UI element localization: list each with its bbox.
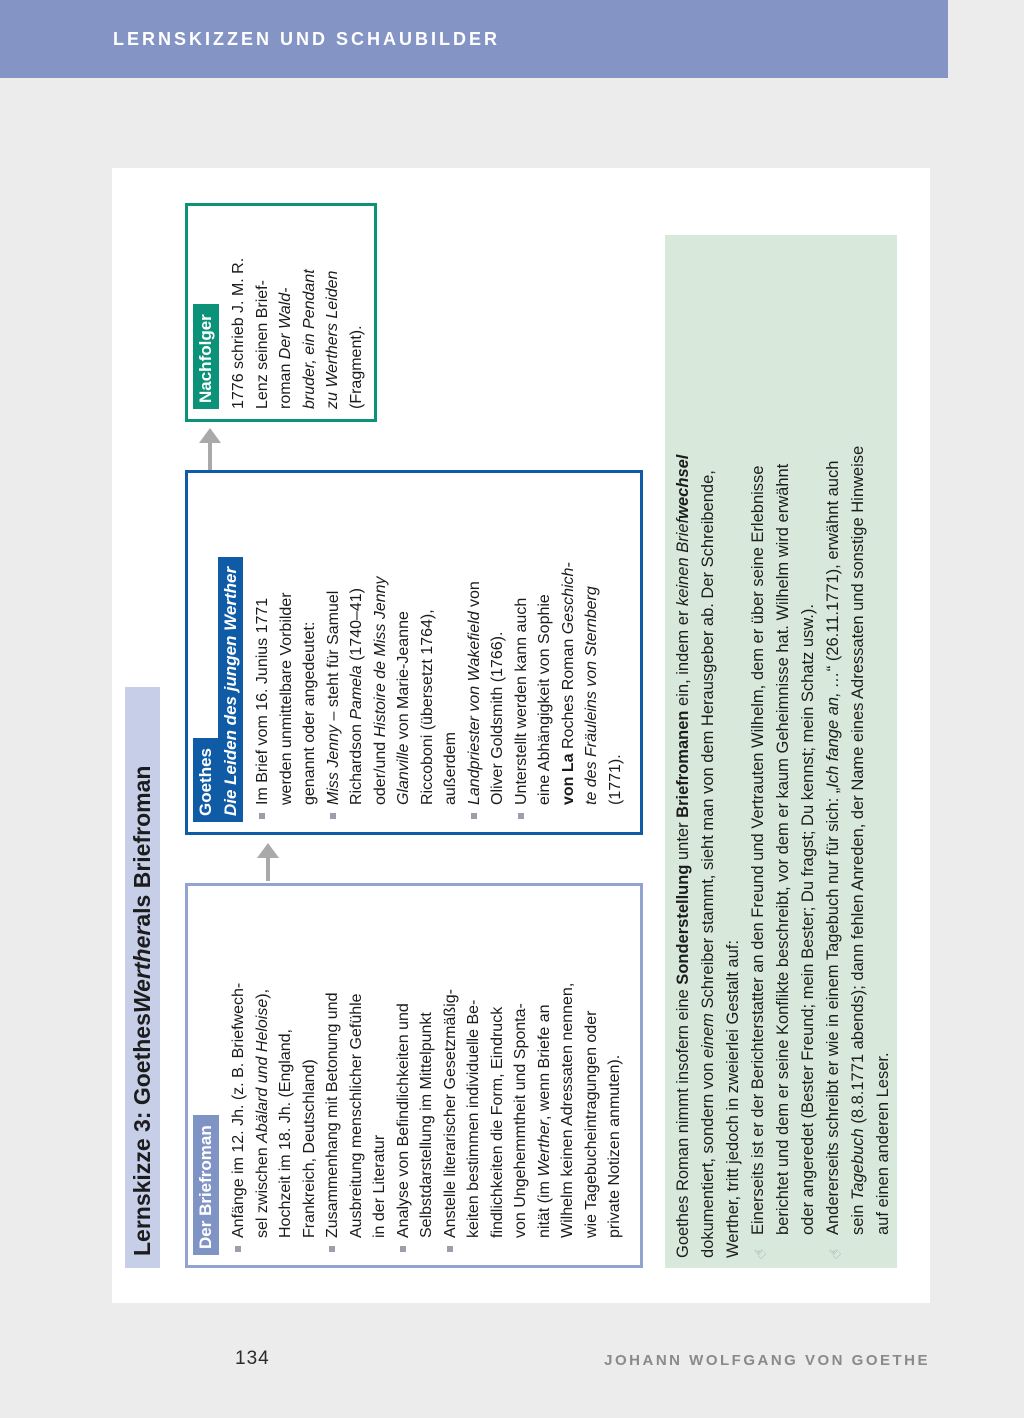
box-header-briefroman: Der Briefroman: [193, 1115, 219, 1255]
box-header-goethes: [193, 473, 243, 822]
box-der-briefroman: [185, 883, 643, 1268]
lernskizze-title: Lernskizze 3: Goethes Werther als Briefroman: [125, 687, 160, 1268]
flow-arrow-briefroman-to-goethes: [257, 843, 279, 881]
arrow-head-icon: [199, 428, 221, 443]
note-item: [821, 245, 896, 1263]
note-panel: [665, 235, 897, 1268]
box-header-goethes-line1: Goethes: [193, 738, 218, 822]
note-item-text: Andererseits schreibt er wie in einem Tagebuch nur für sich: „Ich fange an, …“ (26.11.1771), erwähnt auch sein Tagebuch (8.8.1771 abends); dann fehlen Anreden, der Name eines Adressaten und sonstige Hinweise auf einen anderen Leser.: [824, 445, 892, 1235]
bullet-item: Miss Jenny – steht für Samuel Richardson Pamela (1740–41) oder/und Histoire de Miss Jenny Glanville von Marie-Jeanne Riccoboni (übersetzt 1764), außerdem: [322, 479, 463, 822]
book-page-sheet: [112, 168, 930, 1303]
pointing-hand-icon: ☞: [824, 1241, 847, 1263]
nachfolger-body-text: 1776 schrieb J. M. R. Lenz seinen Brief- roman Der Wald- bruder, ein Pendant zu Werthers Leiden (Fragment).: [230, 257, 365, 409]
bullet-item: Im Brief vom 16. Junius 1771 werden unmittelbare Vorbilder genannt oder angedeutet:: [251, 479, 322, 822]
page-header-title: LERNSKIZZEN UND SCHAUBILDER: [113, 29, 500, 49]
bullet-item: Anstelle literarischer Gesetzmäßig- keiten bestimmen individuelle Be- findlichkeiten die Form, Eindruck von Ungehemmtheit und Sponta- nität (im Werther, wenn Briefe an Wilhelm keinen Adressaten nennen, wie Tagebucheintragungen oder private Notizen anmuten).: [439, 892, 627, 1255]
arrow-head-icon: [257, 843, 279, 858]
box-header-goethes-line2: Die Leiden des jungen Werther: [218, 557, 243, 822]
running-footer-author: JOHANN WOLFGANG VON GOETHE: [604, 1352, 930, 1369]
box-nachfolger: [185, 203, 377, 422]
arrow-shaft: [208, 443, 212, 470]
pointing-hand-icon: ☞: [749, 1241, 772, 1263]
lernskizze-title-band: [125, 687, 160, 1268]
page-header-band: [0, 0, 948, 78]
bullet-item: Unterstellt werden kann auch eine Abhängigkeit von Sophie von La Roches Roman Geschich- te des Fräuleins von Sternberg (1771).: [510, 479, 628, 822]
flow-arrow-goethes-to-nachfolger: [199, 428, 221, 470]
note-intro-text: Goethes Roman nimmt insofern eine Sonderstellung unter Briefromanen ein, indem er keinen Briefwechsel dokumentiert, sondern von einem Schreiber stammt, sieht man von dem Herausgeber ab. Der Schreibende, Werther, tritt jedoch in zweierlei Gestalt auf:: [674, 454, 742, 1258]
bullet-item: Anfänge im 12. Jh. (z. B. Briefwech- sel zwischen Abälard und Heloise), Hochzeit im 18. Jh. (England, Frankreich, Deutschland): [227, 892, 321, 1255]
note-item-text: Einerseits ist er der Berichterstatter an den Freund und Vertrauten Wilhelm, dem er über seine Erlebnisse berichtet und dem er seine Konflikte beschreibt, vor dem er kaum Geheimnisse hat. Wilhelm wird erwähnt oder angeredet (Bester Freund; mein Bester; Du fragst; Du kennst; mein Schatz usw.).: [749, 463, 817, 1235]
note-item: [746, 245, 821, 1263]
page-number: 134: [235, 1348, 270, 1369]
box-goethes-werther: [185, 470, 643, 835]
arrow-shaft: [266, 858, 270, 881]
bullet-item: Analyse von Befindlichkeiten und Selbstdarstellung im Mittelpunkt: [392, 892, 439, 1255]
bullet-item: Landpriester von Wakefield von Oliver Goldsmith (1766).: [463, 479, 510, 822]
box-header-nachfolger: Nachfolger: [193, 304, 219, 409]
bullet-item: Zusammenhang mit Betonung und Ausbreitung menschlicher Gefühle in der Literatur: [321, 892, 392, 1255]
